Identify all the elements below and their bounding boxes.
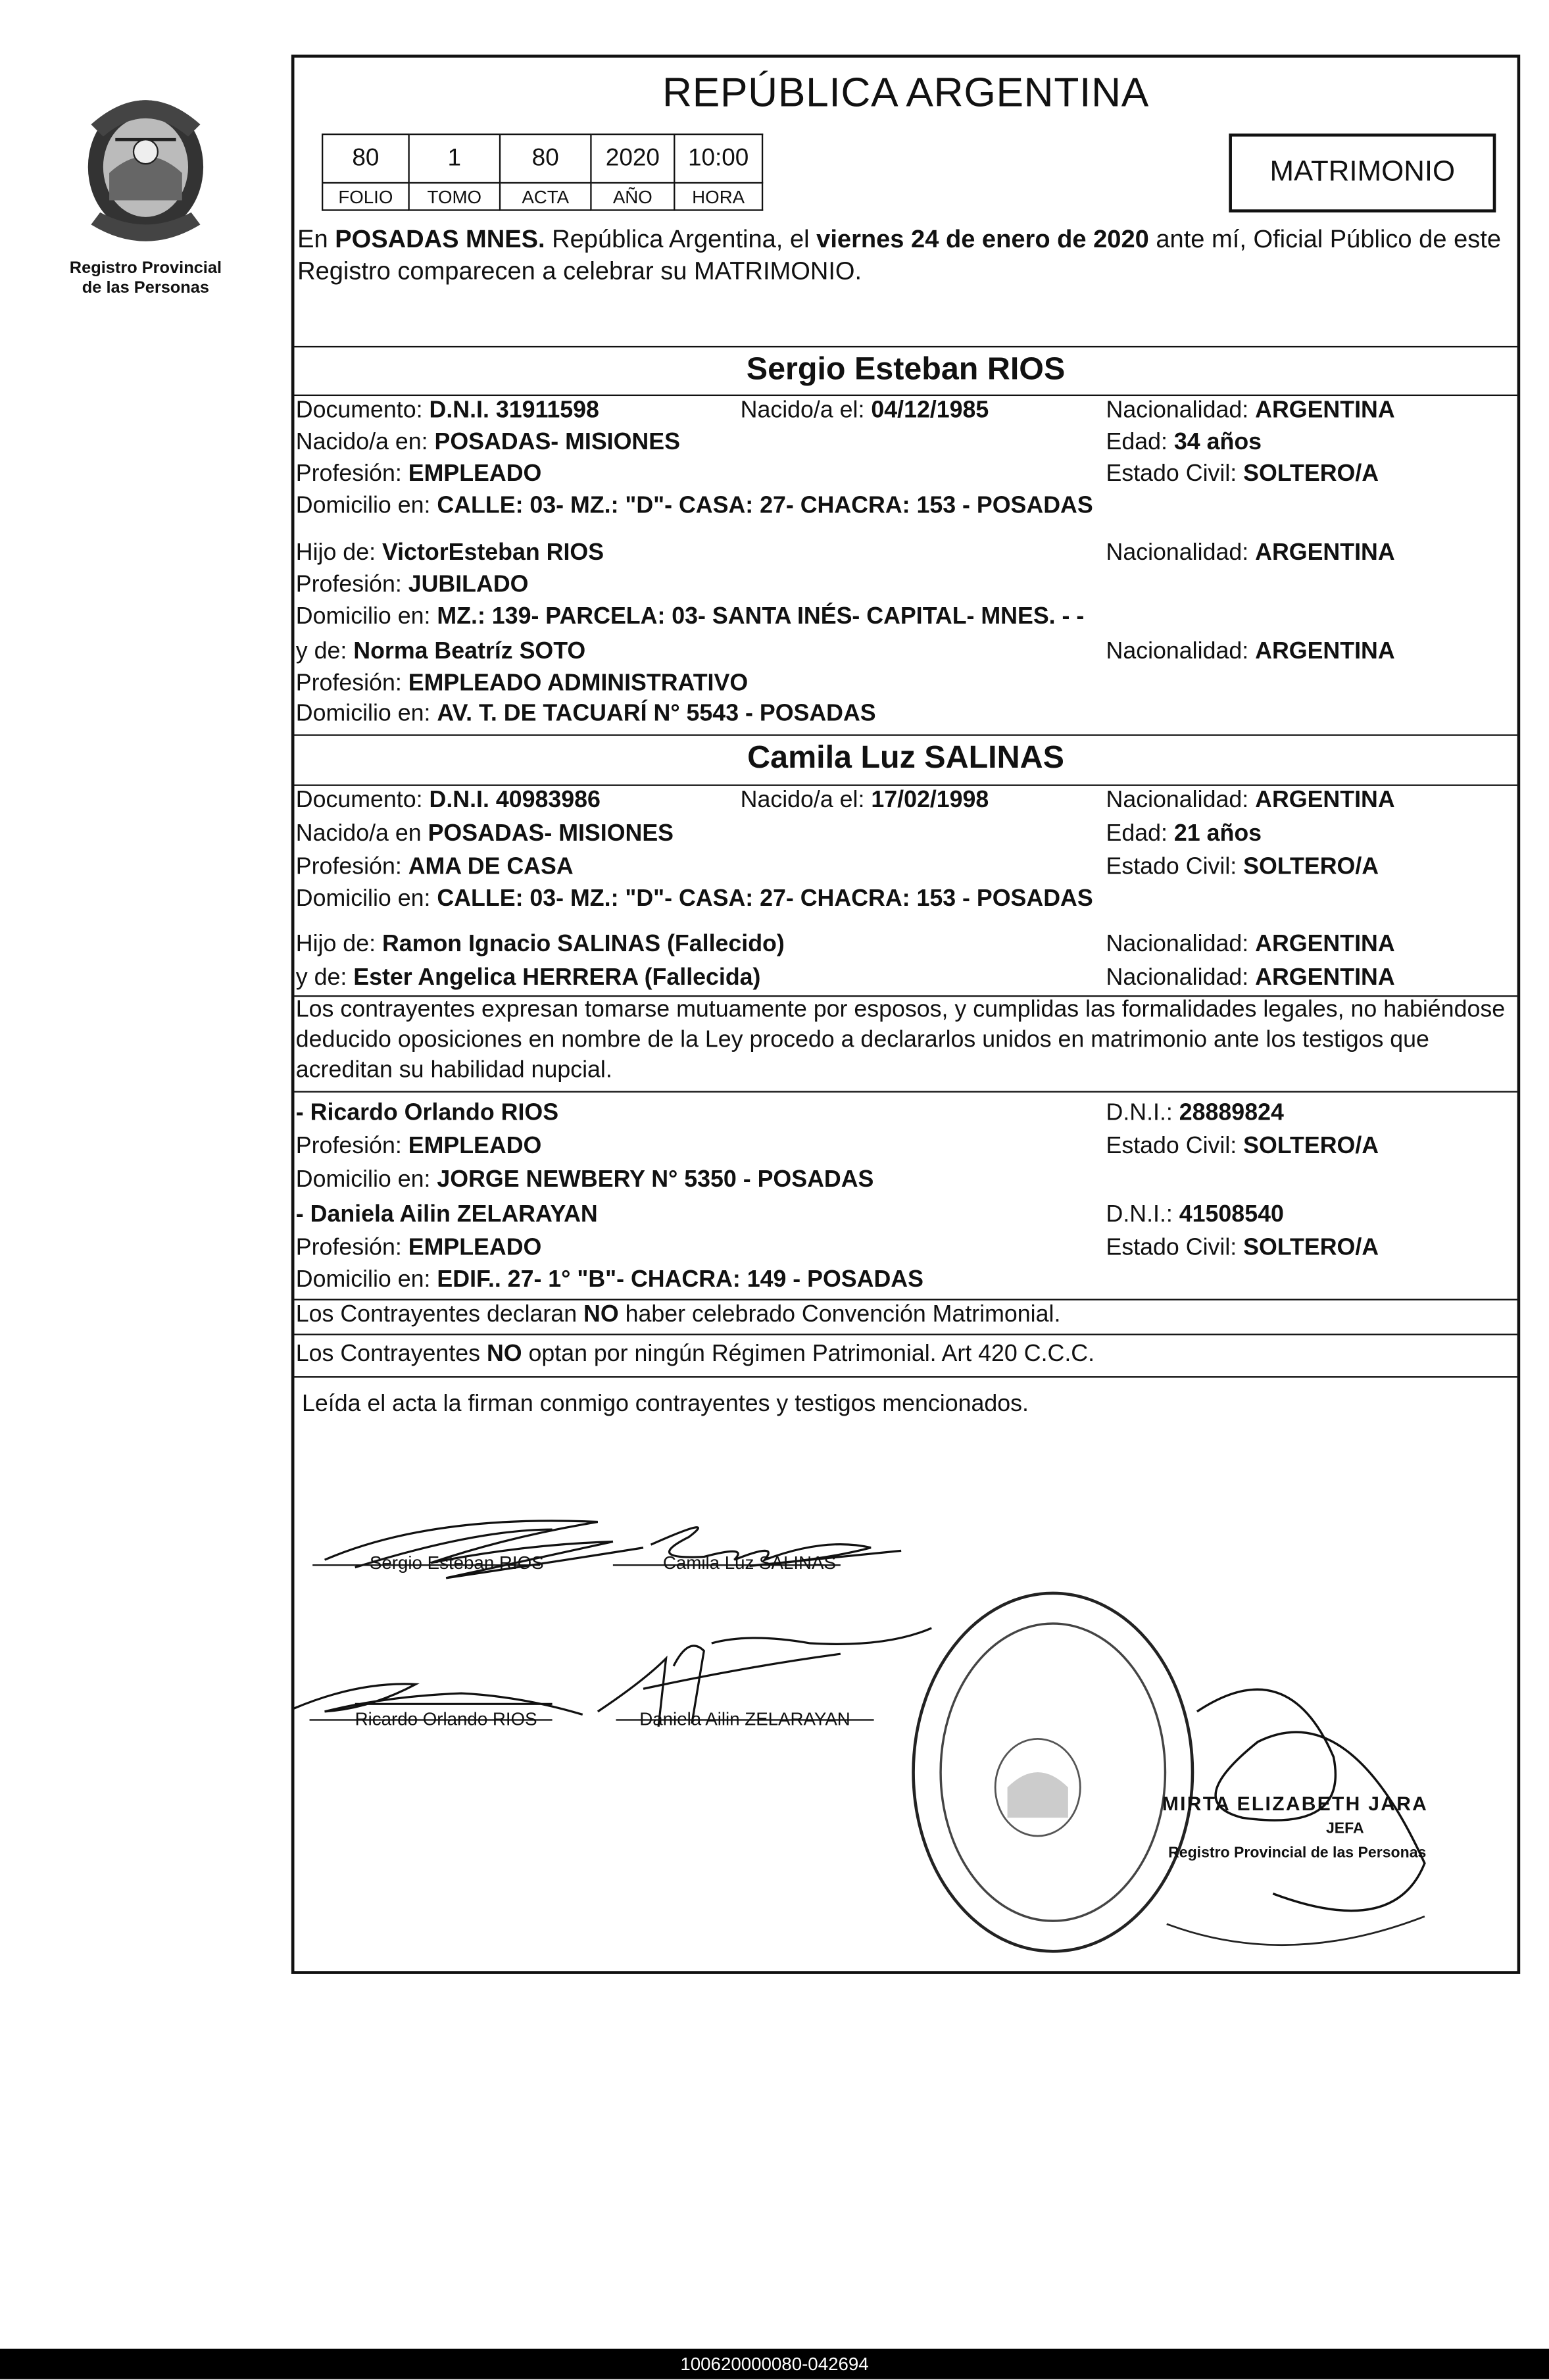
- witness1-row-addr: [294, 1165, 1517, 1195]
- label: Hijo de:: [295, 931, 376, 958]
- label: Nacionalidad:: [1106, 540, 1249, 566]
- divider: [294, 1376, 1517, 1377]
- intro-text: ante mí, Oficial Público de este Registro comparecen a celebrar su MATRIMONIO.: [297, 226, 1502, 285]
- closing-text: [301, 1390, 1517, 1420]
- label: Domicilio en:: [295, 1166, 431, 1193]
- label: Nacionalidad:: [1106, 639, 1249, 665]
- spouse2-address: CALLE: 03- MZ.: "D"- CASA: 27- CHACRA: 153 - POSADAS: [437, 886, 1093, 912]
- label: Nacido/a el:: [740, 787, 865, 814]
- closing-sentence: Leída el acta la firman conmigo contrayentes y testigos mencionados.: [302, 1391, 1029, 1418]
- spouse1-age: 34 años: [1173, 429, 1262, 455]
- tomo-value: 1: [409, 134, 500, 183]
- convention-no: NO: [486, 1341, 522, 1368]
- spouse2-profession: AMA DE CASA: [408, 854, 574, 880]
- intro-date: viernes 24 de enero de 2020: [816, 226, 1149, 254]
- label: Documento:: [295, 397, 423, 424]
- spouse2-dni: D.N.I. 40983986: [429, 787, 601, 814]
- spouse1-row-prof: [294, 460, 1517, 490]
- divider: [294, 734, 1517, 735]
- spouse2-row-father: [294, 930, 1517, 960]
- folio-label: FOLIO: [322, 183, 408, 211]
- spouse1-row-addr: [294, 491, 1517, 522]
- signature-label-ricardo: Ricardo Orlando RIOS: [355, 1708, 537, 1730]
- record-type-box: MATRIMONIO: [1229, 134, 1496, 212]
- ano-value: 2020: [591, 134, 674, 183]
- label: Documento:: [295, 787, 423, 814]
- convention-text: Los Contrayentes: [295, 1341, 487, 1368]
- province-seal-icon: [70, 79, 222, 246]
- spouse1-mother-nationality: ARGENTINA: [1255, 639, 1395, 665]
- witness2-profession: EMPLEADO: [408, 1235, 542, 1261]
- label: y de:: [295, 964, 347, 991]
- registry-name: [55, 259, 237, 299]
- label: Domicilio en:: [295, 1267, 431, 1293]
- witness2-row-prof: [294, 1233, 1517, 1264]
- label: Nacido/a el:: [740, 397, 865, 424]
- spouse2-row-mother: [294, 964, 1517, 994]
- label: Profesión:: [295, 1235, 402, 1261]
- witness1-name: - Ricardo Orlando RIOS: [295, 1100, 559, 1126]
- officer-role: JEFA: [1325, 1820, 1364, 1838]
- signature-label-sergio: Sergio Esteban RIOS: [369, 1552, 544, 1574]
- witness1-row-name: [294, 1099, 1517, 1129]
- intro-place: POSADAS MNES.: [335, 226, 545, 254]
- spouse1-mother: Norma Beatríz SOTO: [353, 639, 586, 665]
- registry-name-line2: de las Personas: [82, 279, 210, 298]
- spouse1-mother-address: AV. T. DE TACUARÍ N° 5543 - POSADAS: [437, 701, 876, 727]
- document-id-band: [0, 2349, 1549, 2379]
- spouse1-nationality: ARGENTINA: [1255, 397, 1395, 424]
- document-title: REPÚBLICA ARGENTINA: [662, 70, 1149, 116]
- label: Edad:: [1106, 429, 1168, 455]
- spouse1-row-mother-prof: [294, 669, 1517, 699]
- label: Nacionalidad:: [1106, 931, 1249, 958]
- spouse1-row-birthplace: [294, 428, 1517, 458]
- intro-text: En: [297, 226, 335, 254]
- spouse2-mother-nationality: ARGENTINA: [1255, 964, 1395, 991]
- label: Estado Civil:: [1106, 1133, 1237, 1160]
- spouse2-birthdate: 17/02/1998: [871, 787, 989, 814]
- declaration-paragraph: Los contrayentes expresan tomarse mutuamente por esposos, y cumplidas las formalidades legales, no habiéndose deducido oposiciones en nombre de la Ley procedo a declararlos unidos en matrimonio ante los testigos que acreditan su habilidad nupcial.: [295, 997, 1506, 1083]
- label: Domicilio en:: [295, 886, 431, 912]
- divider: [294, 1091, 1517, 1092]
- divider: [294, 346, 1517, 347]
- registry-name-line1: Registro Provincial: [69, 259, 222, 278]
- official-stamp-icon: [894, 1590, 1531, 1977]
- convention-text: Los Contrayentes declaran: [295, 1302, 584, 1328]
- tomo-label: TOMO: [409, 183, 500, 211]
- witness2-dni: 41508540: [1179, 1201, 1284, 1228]
- spouse1-row-father-prof: [294, 570, 1517, 601]
- label: Hijo de:: [295, 540, 376, 566]
- certificate-frame: [291, 55, 1520, 1974]
- signature-label-camila: Camila Luz SALINAS: [662, 1552, 836, 1574]
- spouse1-profession: EMPLEADO: [408, 461, 542, 487]
- spouse1-row-doc: [294, 396, 1517, 426]
- spouse2-mother: Ester Angelica HERRERA (Fallecida): [353, 964, 761, 991]
- label: y de:: [295, 639, 347, 665]
- label: Edad:: [1106, 820, 1168, 847]
- label: Domicilio en:: [295, 604, 431, 630]
- spouse2-row-doc: [294, 786, 1517, 816]
- ano-label: AÑO: [591, 183, 674, 211]
- label: Nacionalidad:: [1106, 787, 1249, 814]
- spouse1-birthplace: POSADAS- MISIONES: [434, 429, 680, 455]
- label: Profesión:: [295, 854, 402, 880]
- convention-text: haber celebrado Convención Matrimonial.: [618, 1302, 1061, 1328]
- spouse1-row-mother-addr: [294, 699, 1517, 730]
- spouse1-civil-status: SOLTERO/A: [1243, 461, 1379, 487]
- spouse2-name: Camila Luz SALINAS: [747, 740, 1064, 776]
- spouse1-row-mother: [294, 637, 1517, 668]
- spouse1-father-address: MZ.: 139- PARCELA: 03- SANTA INÉS- CAPITAL- MNES. - -: [437, 604, 1085, 630]
- folio-value: 80: [322, 134, 408, 183]
- label: Profesión:: [295, 461, 402, 487]
- registry-table: [322, 134, 763, 211]
- label: Nacionalidad:: [1106, 964, 1249, 991]
- spouse1-mother-profession: EMPLEADO ADMINISTRATIVO: [408, 670, 749, 697]
- spouse1-row-father-addr: [294, 603, 1517, 633]
- signature-label-daniela: Daniela Ailin ZELARAYAN: [639, 1708, 850, 1730]
- witness2-row-addr: [294, 1266, 1517, 1296]
- witness1-address: JORGE NEWBERY N° 5350 - POSADAS: [437, 1166, 874, 1193]
- convention-line-1: [294, 1301, 1517, 1331]
- registry-logo: [55, 79, 237, 299]
- spouse1-father-nationality: ARGENTINA: [1255, 540, 1395, 566]
- label: Estado Civil:: [1106, 854, 1237, 880]
- officer-org: Registro Provincial de las Personas: [1168, 1845, 1427, 1862]
- label: Domicilio en:: [295, 493, 431, 519]
- officer-name: MIRTA ELIZABETH JARA: [1162, 1792, 1429, 1815]
- label: Estado Civil:: [1106, 461, 1237, 487]
- label: Domicilio en:: [295, 701, 431, 727]
- witness2-civil-status: SOLTERO/A: [1243, 1235, 1379, 1261]
- witness2-name: - Daniela Ailin ZELARAYAN: [295, 1201, 598, 1228]
- spouse1-father-profession: JUBILADO: [408, 572, 529, 598]
- witness1-row-prof: [294, 1132, 1517, 1162]
- spouse2-father-nationality: ARGENTINA: [1255, 931, 1395, 958]
- witness1-civil-status: SOLTERO/A: [1243, 1133, 1379, 1160]
- convention-line-2: [294, 1340, 1517, 1370]
- spouse1-birthdate: 04/12/1985: [871, 397, 989, 424]
- label: Nacionalidad:: [1106, 397, 1249, 424]
- spouse2-father: Ramon Ignacio SALINAS (Fallecido): [381, 931, 785, 958]
- divider: [294, 1334, 1517, 1335]
- spouse1-name: Sergio Esteban RIOS: [746, 352, 1066, 387]
- convention-no: NO: [583, 1302, 619, 1328]
- spouse1-father: VictorEsteban RIOS: [381, 540, 604, 566]
- spouse2-civil-status: SOLTERO/A: [1243, 854, 1379, 880]
- label: Estado Civil:: [1106, 1235, 1237, 1261]
- label: D.N.I.:: [1106, 1201, 1173, 1228]
- witness2-row-name: [294, 1201, 1517, 1231]
- hora-label: HORA: [674, 183, 762, 211]
- spouse2-age: 21 años: [1173, 820, 1262, 847]
- convention-text: optan por ningún Régimen Patrimonial. Art 420 C.C.C.: [522, 1341, 1095, 1368]
- spouse2-nationality: ARGENTINA: [1255, 787, 1395, 814]
- spouse2-row-birthplace: [294, 820, 1517, 850]
- spouse2-row-prof: [294, 853, 1517, 883]
- intro-text: República Argentina, el: [545, 226, 817, 254]
- spouse2-birthplace: POSADAS- MISIONES: [428, 820, 674, 847]
- spouse1-dni: D.N.I. 31911598: [429, 397, 599, 424]
- label: Profesión:: [295, 1133, 402, 1160]
- label: Profesión:: [295, 670, 402, 697]
- hora-value: 10:00: [674, 134, 762, 183]
- spouse1-address: CALLE: 03- MZ.: "D"- CASA: 27- CHACRA: 153 - POSADAS: [437, 493, 1093, 519]
- acta-value: 80: [500, 134, 591, 183]
- document-id: 100620000080-042694: [680, 2353, 869, 2375]
- label: Profesión:: [295, 572, 402, 598]
- spouse1-row-father: [294, 539, 1517, 569]
- label: D.N.I.:: [1106, 1100, 1173, 1126]
- witness1-dni: 28889824: [1179, 1100, 1284, 1126]
- spouse2-row-addr: [294, 885, 1517, 915]
- witness1-profession: EMPLEADO: [408, 1133, 542, 1160]
- witness2-address: EDIF.. 27- 1° "B"- CHACRA: 149 - POSADAS: [437, 1267, 923, 1293]
- label: Nacido/a en:: [295, 429, 428, 455]
- label: Nacido/a en: [295, 820, 422, 847]
- intro-paragraph: [297, 224, 1514, 288]
- acta-label: ACTA: [500, 183, 591, 211]
